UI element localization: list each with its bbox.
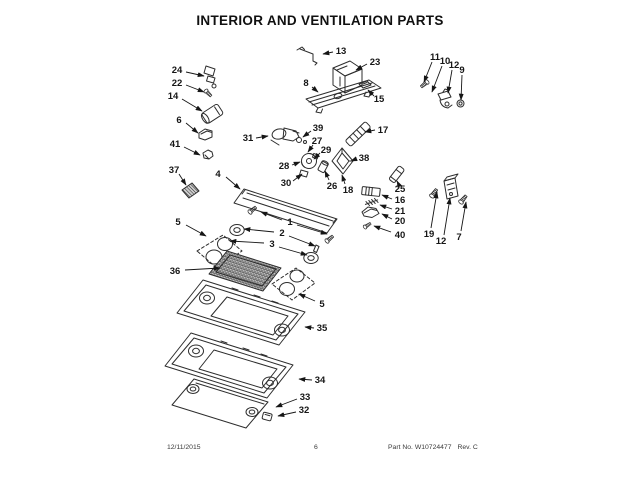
callout-13 [323,46,346,57]
callout-number: 33 [299,392,311,404]
callout-number: 32 [298,405,310,417]
callout-number: 19 [423,229,435,241]
part-13-wire-bracket [297,47,317,65]
callout-number: 39 [312,123,324,135]
callout-24 [172,65,204,76]
callout-number: 2 [279,228,285,240]
callout-number: 23 [369,57,381,69]
footer-document-reference [388,444,478,451]
callout-11 [424,52,441,82]
callout-number: 25 [394,184,406,196]
callout-12 [436,198,450,247]
callout-34 [299,375,326,386]
callout-30 [281,174,302,189]
part-3-roller [304,253,318,264]
part-10-12-thermostat-clip [438,89,452,108]
callout-number: 27 [311,136,323,148]
part-41-clip [203,150,213,159]
callout-number: 29 [320,145,332,157]
part-17-duct [345,121,371,146]
callout-number: 28 [278,161,290,173]
part-16-fuse-holder [362,187,381,197]
part-37-plate [182,183,199,198]
callout-26 [325,171,337,192]
callout-number: 20 [394,216,406,228]
callout-5 [299,294,325,310]
callout-22 [172,78,204,92]
callout-number: 12 [448,60,460,72]
callout-number: 8 [303,78,309,90]
footer-part-number: Part No. W10724477 [388,444,452,451]
callout-28 [279,161,300,172]
callout-number: 3 [269,239,275,251]
callout-number: 34 [314,375,326,387]
callout-37 [169,165,186,185]
callout-16 [382,195,405,206]
callout-number: 41 [169,139,181,151]
callout-40 [374,226,405,241]
callout-number: 12 [435,236,447,248]
callout-20 [382,214,405,227]
callout-29 [314,145,331,159]
callout-number: 37 [168,165,180,177]
callout-number: 24 [171,65,183,77]
callout-2 [244,228,315,246]
part-12-switch [444,174,458,199]
footer-date: 12/11/2015 [167,444,201,451]
part-35-cabinet-panel [177,280,305,345]
part-1-screw-right [324,234,334,244]
callout-14 [168,91,202,111]
part-2-roller [230,225,244,236]
callout-12 [448,60,459,93]
callout-number: 13 [335,46,347,58]
callout-6 [176,115,198,133]
part-6-bracket [199,129,212,140]
callout-8 [303,78,318,92]
page-footer [0,444,640,456]
callout-25 [395,181,406,195]
callout-number: 7 [456,232,462,244]
part-21-spring [365,198,379,207]
callout-number: 5 [319,299,325,311]
callout-number: 11 [429,52,441,64]
callout-23 [356,57,380,70]
callout-7 [456,202,466,243]
callout-4 [215,169,240,189]
callout-15 [368,90,385,105]
part-31-latch-assembly [271,127,307,145]
page-title: INTERIOR AND VENTILATION PARTS [196,13,444,28]
part-20-clip [362,207,379,218]
footer-revision: Rev. C [457,444,478,451]
callout-number: 38 [358,153,370,165]
callout-number: 9 [459,65,465,77]
callout-number: 18 [342,185,354,197]
callout-number: 5 [175,217,181,229]
part-34-cabinet-panel [165,333,293,398]
callout-32 [278,405,309,416]
callout-number: 36 [169,266,181,278]
callout-9 [459,65,464,100]
part-24-lamp-socket [204,66,216,88]
part-9-grommet [457,100,464,107]
callout-number: 21 [394,206,406,218]
callout-5 [175,217,206,236]
footer-page-number: 6 [314,444,318,451]
callout-number: 40 [394,230,406,242]
callout-number: 14 [167,91,179,103]
callout-number: 31 [242,133,254,145]
callout-number: 22 [171,78,183,90]
callout-number: 30 [280,178,292,190]
callout-number: 17 [377,125,389,137]
callout-17 [365,125,388,136]
callout-39 [303,123,323,137]
part-25-fuse [389,166,405,184]
callout-number: 15 [373,94,385,106]
parts-artwork [165,47,468,428]
part-40-screw [363,222,372,230]
callout-38 [351,153,369,164]
callout-number: 1 [287,217,293,229]
callout-19 [424,192,437,240]
part-26-coupler [318,160,329,173]
callout-18 [342,175,353,196]
part-4-vent-grille [234,189,337,233]
callout-3 [230,239,307,255]
part-33-base-panel [172,379,268,428]
part-32-foot [262,412,273,421]
callout-labels [168,46,466,416]
callout-number: 16 [394,195,406,207]
callout-41 [170,139,200,155]
callout-number: 35 [316,323,328,335]
part-22-screw [203,88,212,97]
part-14-lamp [200,104,224,125]
callout-number: 26 [326,181,338,193]
callout-number: 10 [439,56,451,68]
callout-31 [243,133,268,144]
part-5-roller-tray-right [272,268,315,300]
part-38-plate [332,148,353,174]
callout-35 [305,323,328,334]
part-23-fan-housing [333,61,362,93]
part-7-screw [458,194,468,205]
callout-number: 4 [215,169,221,181]
callout-number: 6 [176,115,182,127]
